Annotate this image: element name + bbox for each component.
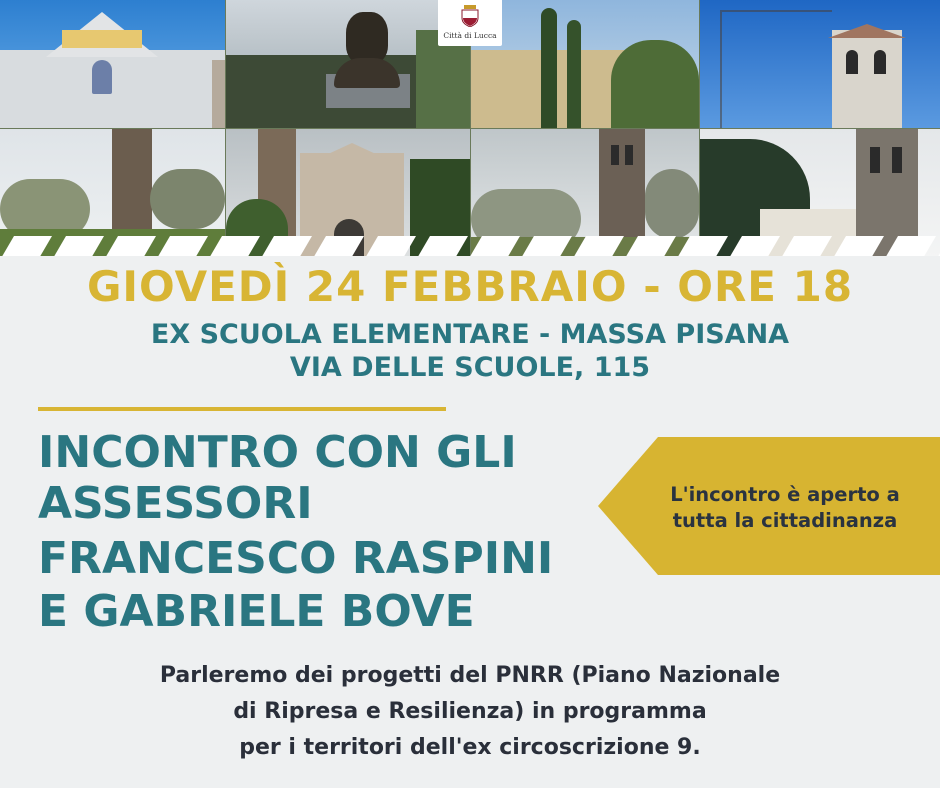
banner-line-1: L'incontro è aperto a: [670, 483, 900, 506]
banner-text: [640, 482, 930, 534]
headline-line-4: E GABRIELE BOVE: [38, 586, 475, 637]
headline-line-1: INCONTRO CON GLI: [38, 427, 517, 478]
bell-tower-photo: [700, 0, 940, 128]
headline-line-2: ASSESSORI: [38, 478, 313, 529]
church-facade-photo: [0, 0, 225, 128]
description-line-1: Parleremo dei progetti del PNRR (Piano Nazionale: [159, 663, 781, 688]
venue-name: EX SCUOLA ELEMENTARE - MASSA PISANA: [150, 319, 790, 350]
description-line-3: per i territori dell'ex circoscrizione 9.: [239, 735, 701, 760]
description-line-2: di Ripresa e Resilienza) in programma: [233, 699, 707, 724]
venue-address: VIA DELLE SCUOLE, 115: [289, 352, 651, 383]
logo-label: Città di Lucca: [443, 31, 497, 40]
villa-cypress-photo: [471, 0, 699, 128]
bust-statue-photo: [226, 0, 470, 128]
zigzag-border: [0, 230, 940, 260]
headline-line-3: FRANCESCO RASPINI: [38, 533, 554, 584]
city-logo: [438, 0, 502, 46]
banner-line-2: tutta la cittadinanza: [672, 509, 898, 532]
event-date-time: GIOVEDÌ 24 FEBBRAIO - ORE 18: [86, 262, 854, 311]
coat-of-arms-icon: [461, 5, 479, 27]
section-divider: [38, 407, 446, 411]
